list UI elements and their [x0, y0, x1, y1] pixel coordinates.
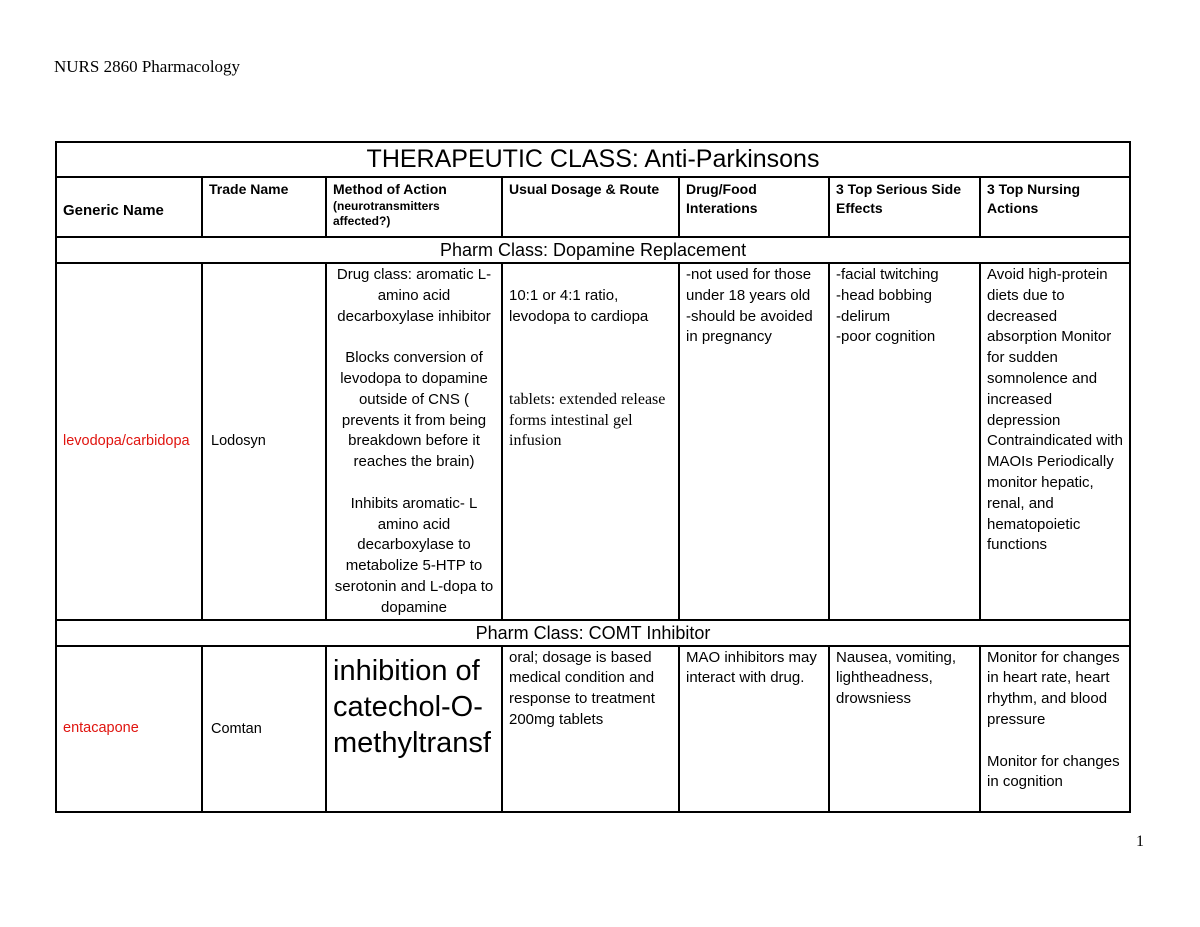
pharm-class-dopamine: Pharm Class: Dopamine Replacement — [56, 237, 1130, 263]
header-side-effects: 3 Top Serious Side Effects — [829, 177, 980, 237]
header-dosage-route: Usual Dosage & Route — [502, 177, 679, 237]
dosage-cell — [502, 263, 679, 620]
header-nursing-actions: 3 Top Nursing Actions — [980, 177, 1130, 237]
page-number: 1 — [1136, 833, 1144, 850]
header-method-of-action — [326, 177, 502, 237]
document-header: NURS 2860 Pharmacology — [54, 57, 241, 76]
table-row — [56, 646, 1130, 812]
generic-name-cell: levodopa/carbidopa — [56, 263, 202, 620]
trade-name-cell: Lodosyn — [202, 263, 326, 620]
dosage-ratio-text: 10:1 or 4:1 ratio, levodopa to cardiopa — [509, 286, 649, 325]
dosage-forms-text: tablets: extended release forms intestinal gel infusion — [509, 390, 666, 450]
table-row — [56, 263, 1130, 620]
dosage-cell: oral; dosage is based medical condition and response to treatment 200mg tablets — [502, 646, 679, 812]
side-effects-cell: -facial twitching -head bobbing -delirum -poor cognition — [829, 263, 980, 620]
nursing-actions-cell: Avoid high-protein diets due to decreased absorption Monitor for sudden somnolence and increased depression Contraindicated with MAOIs Periodically monitor hepatic, renal, and hematopoietic functions — [980, 263, 1130, 620]
interactions-cell: -not used for those under 18 years old -should be avoided in pregnancy — [679, 263, 829, 620]
trade-name-cell: Comtan — [202, 646, 326, 812]
table-title: THERAPEUTIC CLASS: Anti-Parkinsons — [56, 142, 1130, 177]
side-effects-cell: Nausea, vomiting, lightheadness, drowsniess — [829, 646, 980, 812]
pharm-class-comt: Pharm Class: COMT Inhibitor — [56, 620, 1130, 646]
generic-name-cell: entacapone — [56, 646, 202, 812]
interactions-cell: MAO inhibitors may interact with drug. — [679, 646, 829, 812]
method-cell: Drug class: aromatic L-amino acid decarboxylase inhibitor Blocks conversion of levodopa to dopamine outside of CNS ( prevents it from being breakdown before it reaches the brain) Inhibits aromatic- L amino acid decarboxylase to metabolize 5-HTP to serotonin and L-dopa to dopamine — [326, 263, 502, 620]
header-trade-name: Trade Name — [202, 177, 326, 237]
method-cell: inhibition of catechol-O-methyltransf — [326, 646, 502, 812]
nursing-actions-cell: Monitor for changes in heart rate, heart rhythm, and blood pressure Monitor for changes in cognition — [980, 646, 1130, 812]
header-generic-name: Generic Name — [56, 177, 202, 237]
drug-table — [55, 141, 1131, 813]
header-method-label: Method of Action — [333, 181, 447, 197]
header-method-sublabel: (neurotransmitters affected?) — [333, 199, 440, 228]
header-interactions: Drug/Food Interations — [679, 177, 829, 237]
